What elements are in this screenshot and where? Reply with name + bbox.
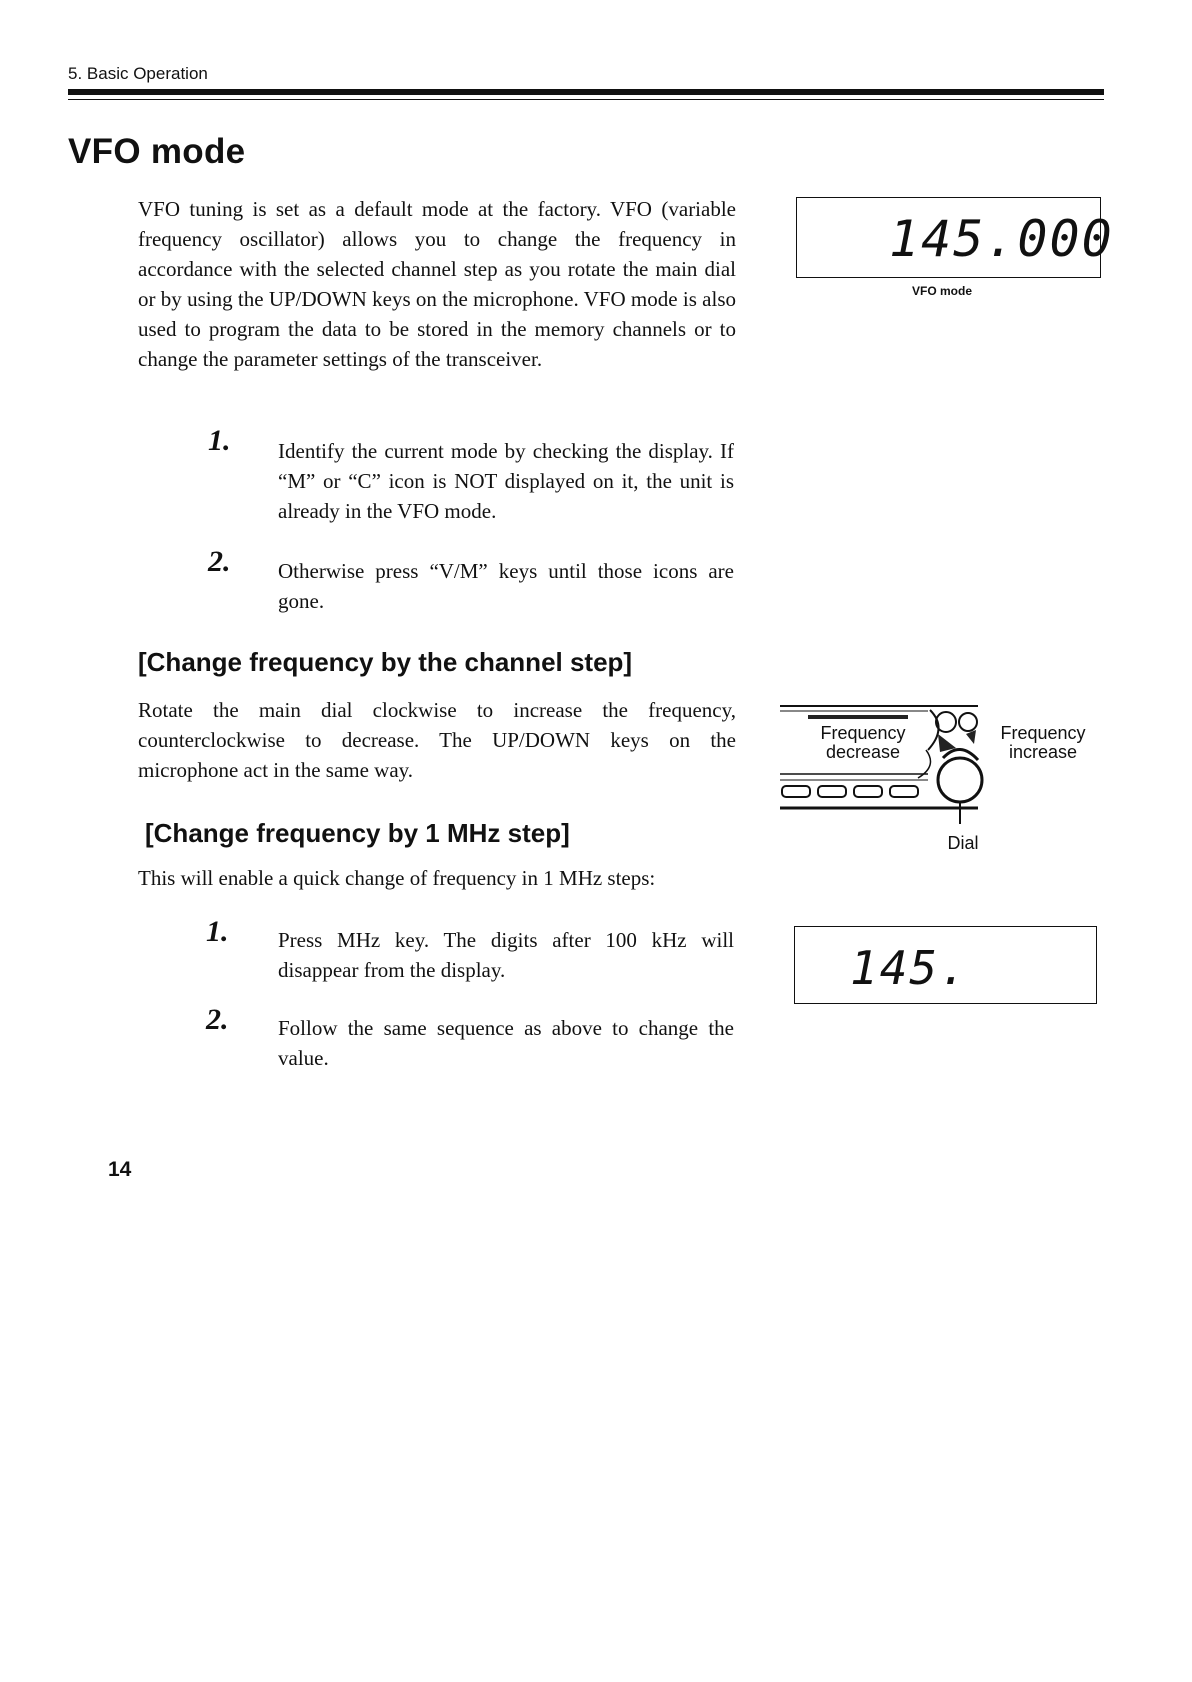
channel-step-heading: [Change frequency by the channel step] bbox=[138, 647, 633, 677]
label-decrease-line1: Frequency bbox=[820, 723, 906, 743]
step-b1-number: 1. bbox=[206, 915, 229, 948]
label-frequency-decrease bbox=[808, 724, 918, 762]
lcd-display-mhz bbox=[794, 926, 1097, 1004]
label-increase-line2: increase bbox=[1008, 742, 1078, 762]
mhz-step-heading: [Change frequency by 1 MHz step] bbox=[145, 818, 570, 848]
label-increase-line1: Frequency bbox=[1000, 723, 1086, 743]
header-rule-thin bbox=[68, 99, 1104, 100]
step-b2-number: 2. bbox=[206, 1003, 229, 1036]
step-a2-text: Otherwise press “V/M” keys until those icons are gone. bbox=[278, 559, 734, 613]
label-frequency-increase bbox=[993, 724, 1093, 762]
lcd-display-vfo bbox=[796, 197, 1114, 278]
lcd-mhz-digits: 145. bbox=[850, 941, 969, 995]
step-b1-text: Press MHz key. The digits after 100 kHz will disappear from the display. bbox=[278, 928, 734, 982]
step-b2-text: Follow the same sequence as above to change the value. bbox=[278, 1016, 734, 1070]
channel-step-text: Rotate the main dial clockwise to increase the frequency, counterclockwise to decrease. The UP/DOWN keys on the microphone act in the same way. bbox=[138, 698, 736, 782]
mhz-step-text: This will enable a quick change of frequency in 1 MHz steps: bbox=[138, 866, 656, 890]
section-header: 5. Basic Operation bbox=[68, 64, 208, 83]
step-a1-text: Identify the current mode by checking the display. If “M” or “C” icon is NOT displayed on it, the unit is already in the VFO mode. bbox=[278, 439, 734, 523]
lcd-vfo-digits: 145.000 bbox=[889, 210, 1114, 268]
radio-panel-figure bbox=[778, 700, 1108, 860]
page-title: VFO mode bbox=[68, 132, 246, 171]
label-decrease-line2: decrease bbox=[825, 742, 901, 762]
page-number: 14 bbox=[108, 1158, 132, 1181]
label-dial: Dial bbox=[947, 833, 979, 853]
step-a2-number: 2. bbox=[208, 545, 231, 578]
intro-paragraph: VFO tuning is set as a default mode at the factory. VFO (variable frequency oscillator) allows you to change the frequency in accordance with the selected channel step as you rotate the main dial or by using the UP/DOWN keys on the microphone. VFO mode is also used to program the data to be stored in the memory channels or to change the parameter settings of the transceiver. bbox=[138, 197, 736, 371]
header-rule-thick bbox=[68, 89, 1104, 95]
lcd-vfo-caption: VFO mode bbox=[912, 284, 973, 298]
step-a1-number: 1. bbox=[208, 424, 231, 457]
